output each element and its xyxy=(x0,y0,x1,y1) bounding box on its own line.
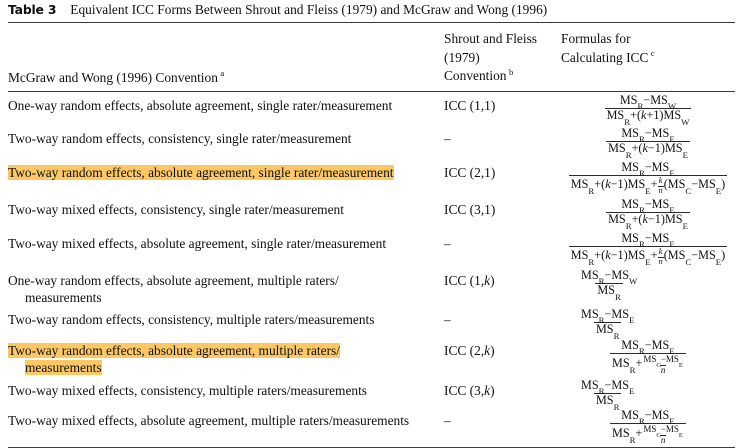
table-row-highlighted xyxy=(8,338,735,378)
row-convention: – xyxy=(444,235,451,251)
column-header-formulas-line1: Formulas for xyxy=(561,31,631,46)
row-label-text: Two-way random effects, absolute agreement, multiple raters/ xyxy=(8,342,340,358)
table-row xyxy=(8,268,735,307)
row-convention: ICC (1,1) xyxy=(444,97,496,113)
row-label xyxy=(8,126,444,151)
table-header-row xyxy=(8,23,735,91)
table-body xyxy=(8,92,735,444)
row-convention: – xyxy=(444,412,451,428)
row-label xyxy=(8,197,444,222)
footnote-marker-c: c xyxy=(650,48,655,59)
row-convention: ICC (2,k) xyxy=(444,342,495,358)
table-bottom-rule xyxy=(8,447,735,448)
column-header-shrout-fleiss-line1: Shrout and Fleiss (1979) xyxy=(444,31,537,65)
row-formula: $\frac{MS_R-MS_W}{MS_R+(k+1)MS_W}$ xyxy=(606,92,690,127)
row-formula: $MS_R-MS_E$ $MS_R+$ $\frac{MS_C-MS_E}{n}$ xyxy=(561,408,735,445)
row-label xyxy=(8,160,444,185)
footnote-marker-a: a xyxy=(220,68,225,79)
row-convention: – xyxy=(444,130,451,146)
table-row xyxy=(8,197,735,231)
row-label-text: One-way random effects, absolute agreement, single rater/measurement xyxy=(8,97,393,113)
row-label-continuation: measurements xyxy=(25,290,102,306)
table-row xyxy=(8,93,735,126)
row-label xyxy=(8,93,444,118)
row-formula: $\frac{MS_R-MS_E}{MS_R+(k-1)MS_E}$ xyxy=(608,196,688,231)
row-convention: ICC (2,1) xyxy=(444,164,496,180)
row-convention: ICC (3,1) xyxy=(444,201,496,217)
row-formula: $MS_R-MS_E$ $MS_R+$ $\frac{MS_C-MS_E}{n}$ xyxy=(561,338,735,375)
row-label xyxy=(8,307,444,332)
column-header-shrout-fleiss xyxy=(444,30,561,86)
row-label-text: Two-way mixed effects, consistency, multiple raters/measurements xyxy=(8,382,368,398)
table-row xyxy=(8,126,735,160)
column-header-mcgraw-wong-text: McGraw and Wong (1996) Convention xyxy=(8,69,218,85)
column-header-shrout-fleiss-line2: Convention $^b$ xyxy=(444,66,514,83)
table-caption xyxy=(8,0,735,22)
row-label-text: Two-way random effects, consistency, single rater/measurement xyxy=(8,130,352,146)
row-label xyxy=(8,268,444,311)
row-formula: $\frac{MS_R-MS_E}{MS_R+(k-1)MS_E}$ xyxy=(608,125,688,160)
table-title-text: Equivalent ICC Forms Between Shrout and Fleiss (1979) and McGraw and Wong (1996) xyxy=(70,2,548,17)
table-row xyxy=(8,408,735,444)
row-convention: – xyxy=(444,311,451,327)
row-label xyxy=(8,408,444,433)
row-label-text: Two-way random effects, consistency, multiple raters/measurements xyxy=(8,311,375,327)
row-formula: $\frac{MS_R-MS_E}{MS_R}$ xyxy=(581,377,635,412)
row-label-text: Two-way mixed effects, consistency, single rater/measurement xyxy=(8,201,344,217)
row-formula: $MS_R-MS_E$ $MS_R+(k-1)MS_E+$ $\frac{k}{n}$ $(MS_C-MS_E)$ xyxy=(570,230,726,267)
row-label-text: Two-way mixed effects, absolute agreement, multiple raters/measurements xyxy=(8,412,410,428)
column-header-formulas xyxy=(561,30,735,67)
table-row xyxy=(8,231,735,268)
row-label xyxy=(8,231,444,256)
row-label-text: Two-way mixed effects, absolute agreement, single rater/measurement xyxy=(8,235,387,251)
column-header-mcgraw-wong xyxy=(8,51,444,86)
table-row-highlighted xyxy=(8,160,735,197)
row-formula: $\frac{MS_R-MS_W}{MS_R}$ xyxy=(581,267,638,302)
row-convention: ICC (3,k) xyxy=(444,382,495,398)
row-label-text: One-way random effects, absolute agreement, multiple raters/ xyxy=(8,272,339,288)
table-number-label: Table 3 xyxy=(8,2,57,17)
row-convention: ICC (1,k) xyxy=(444,272,495,288)
row-formula: $\frac{MS_R-MS_E}{MS_R}$ xyxy=(581,306,635,341)
column-header-formulas-line2: Calculating ICC $^c$ xyxy=(561,48,655,65)
row-label-continuation: measurements xyxy=(25,360,102,376)
row-label-text: Two-way random effects, absolute agreement, single rater/measurement xyxy=(8,164,394,180)
row-label xyxy=(8,338,444,381)
row-label xyxy=(8,378,444,403)
footnote-marker-b: b xyxy=(509,66,514,77)
table-row xyxy=(8,306,735,341)
row-formula: $MS_R-MS_E$ $MS_R+(k-1)MS_E+$ $\frac{k}{n}$ $(MS_C-MS_E)$ xyxy=(570,159,726,196)
table-row xyxy=(8,377,735,412)
